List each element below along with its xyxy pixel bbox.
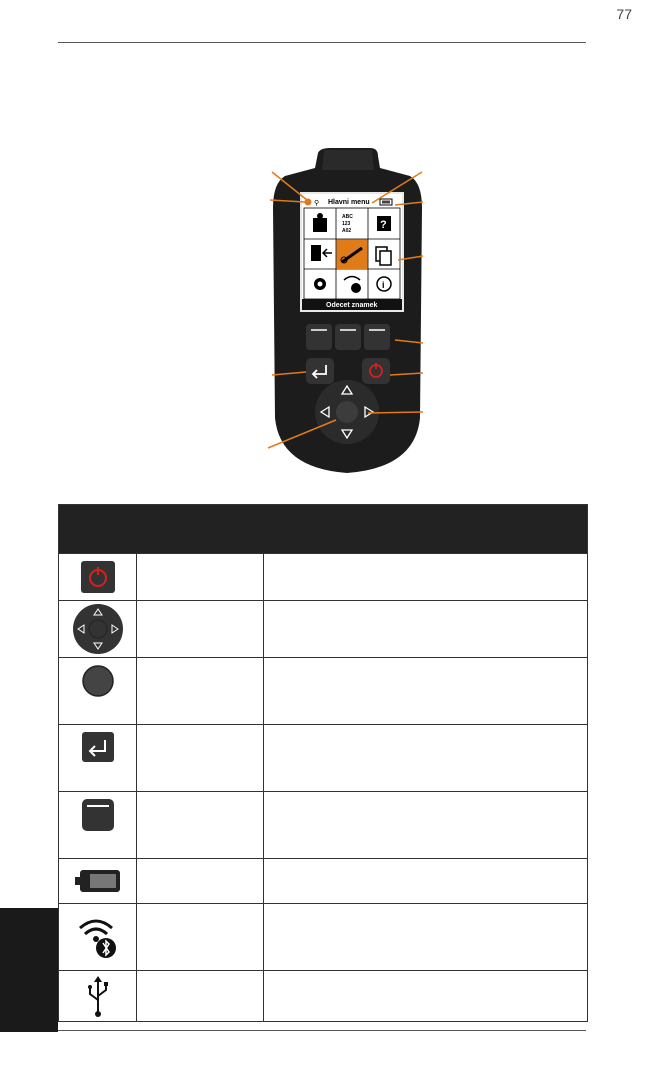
power-icon [80, 560, 116, 594]
center-button-icon [81, 664, 115, 698]
table-row [59, 600, 587, 657]
soft-key-icon [81, 798, 115, 832]
table-header [59, 505, 587, 553]
side-language-tab [0, 908, 58, 1032]
battery-icon [74, 868, 122, 894]
back-icon [81, 731, 115, 763]
table-row [59, 858, 587, 903]
svg-text:⚲: ⚲ [314, 200, 320, 207]
svg-text:?: ? [380, 219, 387, 231]
svg-text:i: i [382, 280, 385, 290]
footer-rule [58, 1030, 586, 1031]
screen-footer: Odecet znamek [326, 302, 378, 309]
usb-icon [83, 974, 113, 1018]
screen-title: Hlavni menu [328, 199, 370, 206]
svg-text:A02: A02 [342, 228, 352, 234]
dpad-icon [70, 603, 126, 655]
controls-table [58, 504, 588, 1022]
table-row [59, 791, 587, 858]
wifi-bluetooth-icon [76, 914, 120, 960]
page-number: 77 [616, 6, 632, 22]
table-row [59, 553, 587, 600]
table-row [59, 724, 587, 791]
table-row [59, 903, 587, 970]
svg-text:123: 123 [342, 221, 351, 227]
table-row [59, 657, 587, 724]
table-row [59, 970, 587, 1021]
svg-text:ABC: ABC [342, 214, 353, 220]
